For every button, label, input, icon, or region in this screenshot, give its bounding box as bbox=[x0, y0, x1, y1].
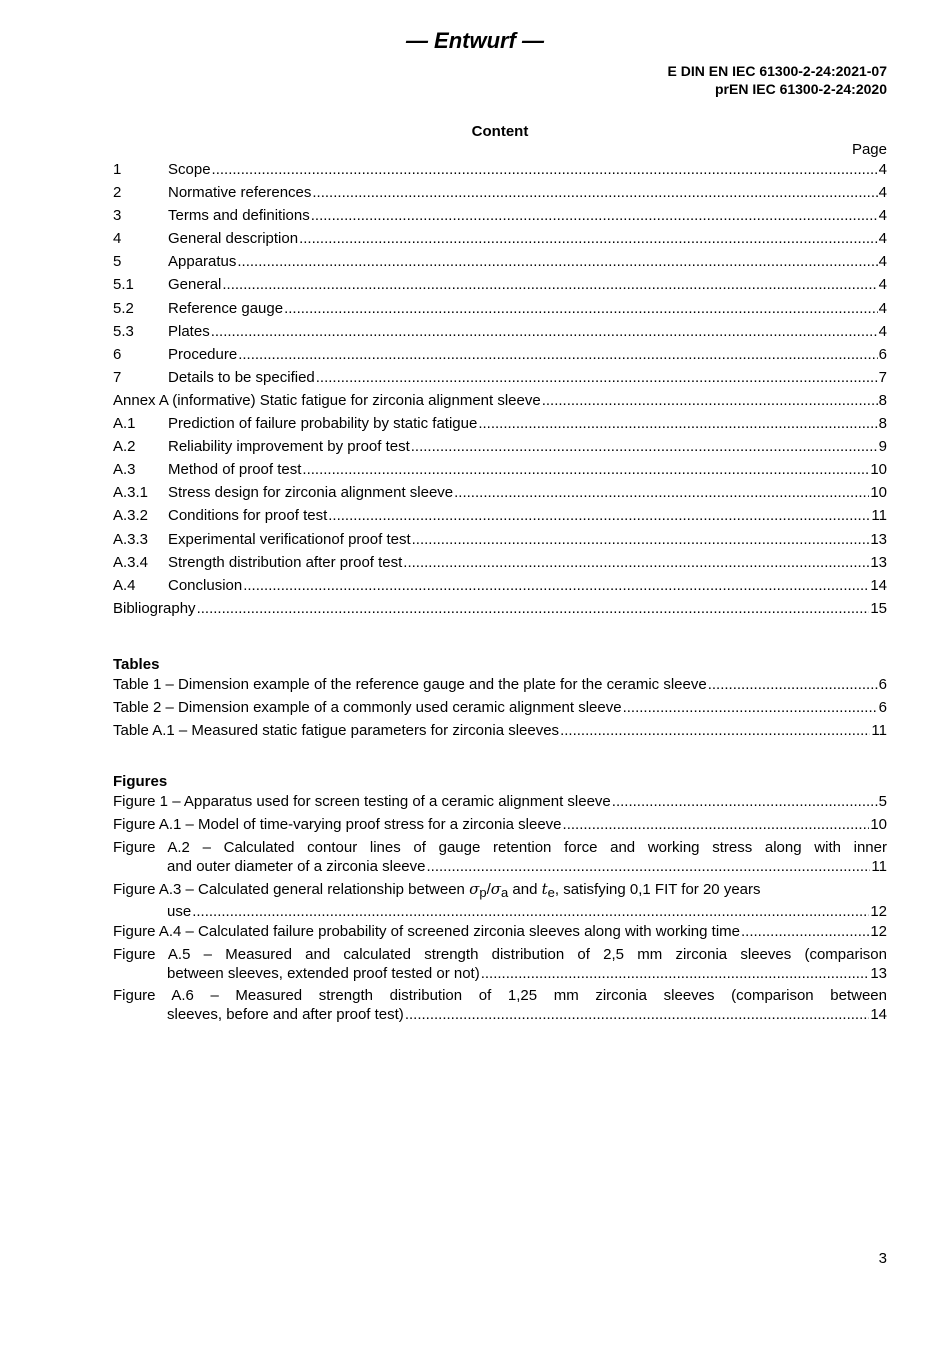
table-of-contents bbox=[113, 161, 887, 623]
toc-entry-number: 4 bbox=[113, 230, 122, 248]
toc-entry[interactable] bbox=[113, 507, 887, 530]
toc-entry-number: A.3.1 bbox=[113, 484, 149, 502]
toc-entry-title: Details to be specified bbox=[168, 368, 315, 386]
toc-entry-page: 7 bbox=[878, 368, 887, 386]
leader-dots bbox=[426, 858, 870, 877]
toc-entry-page: 4 bbox=[878, 276, 887, 294]
toc-entry-title: Strength distribution after proof test bbox=[168, 553, 403, 571]
time-symbol: t bbox=[541, 880, 548, 899]
toc-entry-title: Experimental verificationof proof test bbox=[168, 530, 411, 548]
toc-entry-number: A.2 bbox=[113, 438, 136, 456]
toc-entry-page: 4 bbox=[878, 230, 887, 248]
toc-entry[interactable] bbox=[113, 600, 887, 623]
toc-entry[interactable] bbox=[113, 253, 887, 276]
toc-entry-title: Procedure bbox=[168, 345, 238, 363]
figure-title-line-2: use bbox=[167, 902, 192, 920]
toc-entry-title: Normative references bbox=[168, 184, 312, 202]
toc-entry[interactable] bbox=[113, 207, 887, 230]
leader-dots bbox=[302, 461, 869, 479]
figure-title-line-1: Figure A.2 – Calculated contour lines of gauge retention force and working stress along with inner bbox=[113, 839, 887, 857]
figure-title-line-1: Figure A.6 – Measured strength distribution of 1,25 mm zirconia sleeves (comparison between bbox=[113, 987, 887, 1005]
figure-page: 13 bbox=[870, 964, 887, 982]
table-entry[interactable] bbox=[113, 722, 887, 745]
toc-entry[interactable] bbox=[113, 276, 887, 299]
table-entry-page: 11 bbox=[871, 722, 887, 740]
figures-heading: Figures bbox=[113, 773, 168, 790]
toc-entry[interactable] bbox=[113, 161, 887, 184]
figure-page: 11 bbox=[871, 857, 887, 875]
leader-dots bbox=[243, 577, 869, 595]
toc-entry-title: Plates bbox=[168, 322, 210, 340]
table-entry-title: Table A.1 – Measured static fatigue parameters for zirconia sleeves bbox=[113, 722, 560, 740]
leader-dots bbox=[192, 903, 869, 922]
toc-entry[interactable] bbox=[113, 577, 887, 600]
list-of-figures bbox=[113, 793, 887, 1028]
leader-dots bbox=[197, 600, 870, 618]
toc-entry-number: A.1 bbox=[113, 415, 136, 433]
toc-entry-page: 8 bbox=[878, 391, 887, 409]
doc-id-din: E DIN EN IEC 61300-2-24:2021-07 bbox=[667, 63, 887, 79]
table-entry-title: Table 1 – Dimension example of the reference gauge and the plate for the ceramic sleeve bbox=[113, 676, 707, 693]
figure-page: 14 bbox=[870, 1005, 887, 1023]
table-entry-page: 6 bbox=[878, 676, 887, 693]
toc-entry-number: 7 bbox=[113, 368, 122, 386]
leader-dots bbox=[560, 722, 870, 740]
leader-dots bbox=[612, 793, 878, 811]
figure-entry[interactable] bbox=[113, 816, 887, 839]
toc-entry[interactable] bbox=[113, 369, 887, 392]
list-of-tables bbox=[113, 676, 887, 745]
leader-dots bbox=[299, 230, 878, 248]
toc-entry-title: Reference gauge bbox=[168, 299, 284, 317]
toc-entry-title: Method of proof test bbox=[168, 461, 302, 479]
toc-entry[interactable] bbox=[113, 300, 887, 323]
draft-label: — Entwurf — bbox=[405, 28, 545, 53]
leader-dots bbox=[311, 207, 878, 225]
page-column-label: Page bbox=[851, 141, 887, 158]
leader-dots bbox=[741, 923, 869, 941]
toc-entry-title: Stress design for zirconia alignment sleeve bbox=[168, 484, 454, 502]
page-number: 3 bbox=[878, 1250, 887, 1267]
figure-title-line-2: between sleeves, extended proof tested or not) bbox=[167, 964, 480, 982]
toc-entry-number: A.4 bbox=[113, 576, 136, 594]
toc-entry-page: 14 bbox=[870, 576, 887, 594]
leader-dots bbox=[411, 438, 878, 456]
toc-entry-title: Apparatus bbox=[168, 253, 237, 271]
toc-entry[interactable] bbox=[113, 438, 887, 461]
figure-title-line-1: Figure A.3 – Calculated general relationship between σp/σa and te, satisfying 0,1 FIT for 20 years bbox=[113, 880, 761, 901]
leader-dots bbox=[312, 184, 877, 202]
toc-entry[interactable] bbox=[113, 531, 887, 554]
figure-entry[interactable] bbox=[113, 923, 887, 946]
table-entry[interactable] bbox=[113, 699, 887, 722]
content-title: Content bbox=[471, 123, 529, 140]
leader-dots bbox=[212, 161, 878, 179]
toc-entry-number: A.3.3 bbox=[113, 530, 149, 548]
table-entry-title: Table 2 – Dimension example of a commonly used ceramic alignment sleeve bbox=[113, 699, 622, 717]
figure-page: 12 bbox=[870, 902, 887, 920]
figure-entry[interactable] bbox=[113, 880, 887, 921]
figure-title: Figure A.4 – Calculated failure probability of screened zirconia sleeves along with working time bbox=[113, 923, 740, 941]
toc-entry-page: 4 bbox=[878, 299, 887, 317]
toc-entry-number: 5 bbox=[113, 253, 122, 271]
figure-entry[interactable] bbox=[113, 987, 887, 1024]
table-entry-page: 6 bbox=[878, 699, 887, 717]
toc-entry-title: Reliability improvement by proof test bbox=[168, 438, 410, 456]
figure-title-line-1: Figure A.5 – Measured and calculated strength distribution of 2,5 mm zirconia sleeves (comparison bbox=[113, 946, 887, 964]
toc-entry-page: 15 bbox=[870, 599, 887, 617]
toc-entry[interactable] bbox=[113, 554, 887, 577]
toc-entry-page: 8 bbox=[878, 415, 887, 433]
toc-entry-title: Annex A (informative) Static fatigue for zirconia alignment sleeve bbox=[113, 391, 541, 409]
toc-entry[interactable] bbox=[113, 392, 887, 415]
doc-id-en: prEN IEC 61300-2-24:2020 bbox=[715, 81, 887, 97]
figure-title: Figure A.1 – Model of time-varying proof stress for a zirconia sleeve bbox=[113, 816, 562, 834]
toc-entry-page: 10 bbox=[870, 484, 887, 502]
toc-entry-page: 4 bbox=[878, 184, 887, 202]
toc-entry-number: 2 bbox=[113, 184, 122, 202]
toc-entry-title: Bibliography bbox=[113, 599, 196, 617]
toc-entry-number: 6 bbox=[113, 345, 122, 363]
toc-entry-page: 4 bbox=[878, 253, 887, 271]
leader-dots bbox=[237, 253, 877, 271]
toc-entry-page: 4 bbox=[878, 207, 887, 225]
leader-dots bbox=[222, 276, 877, 294]
toc-entry-title: General description bbox=[168, 230, 299, 248]
figure-page: 12 bbox=[870, 923, 887, 941]
toc-entry[interactable] bbox=[113, 323, 887, 346]
figure-page: 5 bbox=[878, 793, 887, 810]
toc-entry-page: 13 bbox=[870, 530, 887, 548]
figure-entry[interactable] bbox=[113, 946, 887, 983]
sigma-symbol: σ bbox=[490, 880, 501, 899]
leader-dots bbox=[405, 1006, 870, 1025]
leader-dots bbox=[238, 346, 877, 364]
leader-dots bbox=[481, 965, 870, 984]
toc-entry-page: 13 bbox=[870, 553, 887, 571]
figure-entry[interactable] bbox=[113, 839, 887, 876]
figure-title: Figure 1 – Apparatus used for screen testing of a ceramic alignment sleeve bbox=[113, 793, 611, 810]
toc-entry-page: 11 bbox=[871, 507, 887, 525]
leader-dots bbox=[563, 816, 870, 834]
figure-entry[interactable] bbox=[113, 793, 887, 816]
toc-entry-number: 5.3 bbox=[113, 322, 134, 340]
leader-dots bbox=[454, 484, 869, 502]
toc-entry-title: General bbox=[168, 276, 222, 294]
leader-dots bbox=[328, 507, 870, 525]
toc-entry[interactable] bbox=[113, 230, 887, 253]
figure-title-line-2: and outer diameter of a zirconia sleeve bbox=[167, 857, 426, 875]
toc-entry-title: Conclusion bbox=[168, 576, 243, 594]
document-identifiers bbox=[668, 62, 887, 98]
leader-dots bbox=[708, 676, 878, 694]
leader-dots bbox=[478, 415, 877, 433]
toc-entry-page: 4 bbox=[878, 322, 887, 340]
toc-entry-page: 9 bbox=[878, 438, 887, 456]
toc-entry-number: 5.2 bbox=[113, 299, 134, 317]
leader-dots bbox=[403, 554, 869, 572]
figure-page: 10 bbox=[870, 816, 887, 834]
toc-entry-page: 10 bbox=[870, 461, 887, 479]
tables-heading: Tables bbox=[113, 656, 160, 673]
toc-entry[interactable] bbox=[113, 461, 887, 484]
toc-entry-title: Terms and definitions bbox=[168, 207, 310, 225]
toc-entry-number: A.3.2 bbox=[113, 507, 149, 525]
toc-entry-page: 6 bbox=[878, 345, 887, 363]
toc-entry-title: Conditions for proof test bbox=[168, 507, 328, 525]
toc-entry[interactable] bbox=[113, 346, 887, 369]
toc-entry-page: 4 bbox=[878, 161, 887, 178]
toc-entry[interactable] bbox=[113, 184, 887, 207]
leader-dots bbox=[542, 392, 878, 410]
toc-entry-number: 5.1 bbox=[113, 276, 134, 294]
toc-entry-title: Prediction of failure probability by static fatigue bbox=[168, 415, 478, 433]
toc-entry[interactable] bbox=[113, 484, 887, 507]
toc-entry-title: Scope bbox=[168, 161, 211, 178]
leader-dots bbox=[316, 369, 878, 387]
sigma-symbol: σ bbox=[469, 880, 480, 899]
toc-entry-number: 1 bbox=[113, 161, 122, 178]
toc-entry-number: A.3 bbox=[113, 461, 136, 479]
leader-dots bbox=[412, 531, 870, 549]
leader-dots bbox=[623, 699, 878, 717]
leader-dots bbox=[211, 323, 878, 341]
toc-entry-number: 3 bbox=[113, 207, 122, 225]
leader-dots bbox=[284, 300, 878, 318]
toc-entry[interactable] bbox=[113, 415, 887, 438]
figure-title-line-2: sleeves, before and after proof test) bbox=[167, 1005, 404, 1023]
toc-entry-number: A.3.4 bbox=[113, 553, 149, 571]
table-entry[interactable] bbox=[113, 676, 887, 699]
